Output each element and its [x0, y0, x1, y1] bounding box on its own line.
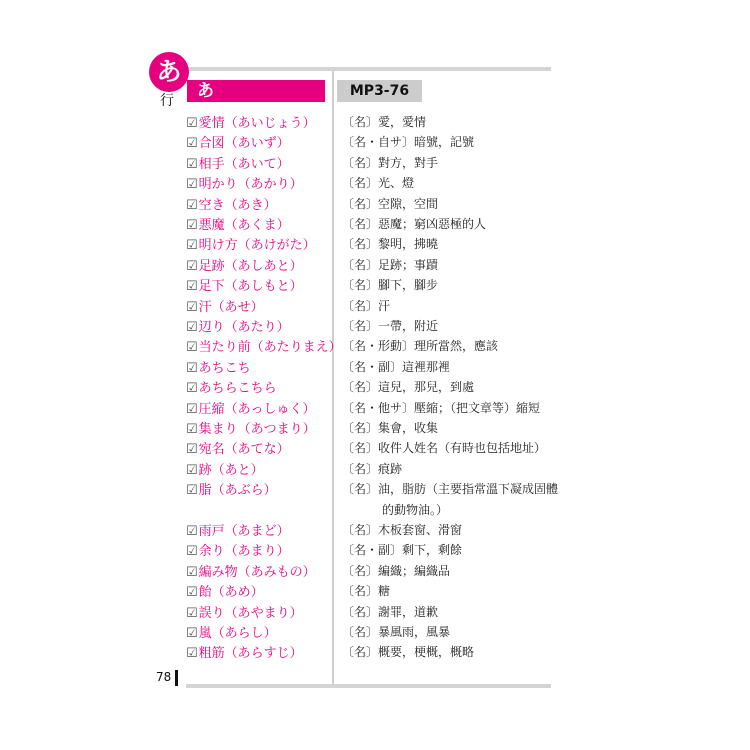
vocab-term: 当たり前（あたりまえ）: [198, 340, 342, 356]
vocab-term: 足下（あしもと）: [198, 279, 303, 295]
vocab-term: 余り（あまり）: [198, 544, 290, 560]
page-number: 78: [156, 670, 172, 684]
vocab-definition: 〔名・副〕剩下，剩餘: [342, 543, 463, 558]
vocab-definition: 〔名〕足跡；事蹟: [342, 257, 439, 272]
checkbox-icon[interactable]: ☑: [186, 564, 198, 580]
section-header: あ: [187, 80, 325, 102]
vocab-definition: 〔名〕一帶，附近: [342, 319, 439, 333]
vocab-term: 嵐（あらし）: [198, 626, 277, 641]
vocab-term: 合図（あいず）: [198, 136, 290, 152]
vocab-term: 集まり（あつまり）: [198, 422, 316, 437]
vocab-entry: [186, 173, 303, 193]
vocab-entry: [186, 255, 303, 275]
vocab-entry: [186, 275, 303, 295]
vocab-term: 誤り（あやまり）: [198, 605, 303, 621]
checkbox-icon[interactable]: ☑: [186, 524, 198, 539]
vocab-entry: [186, 234, 316, 254]
vocab-definition: 〔名〕油，脂肪（主要指常溫下凝成固體: [342, 482, 559, 497]
vocab-entry: [186, 438, 290, 458]
vocab-definition: 〔名〕空隙，空間: [342, 196, 439, 211]
vocab-term: 汗（あせ）: [198, 299, 264, 315]
vocab-entry: [186, 520, 290, 540]
vocab-definition: 〔名〕黎明，拂曉: [342, 237, 439, 252]
vocab-definition: 〔名〕編織；編織品: [342, 563, 451, 578]
vocab-entry: [186, 540, 290, 560]
vocab-term: 明け方（あけがた）: [198, 238, 316, 254]
checkbox-icon[interactable]: ☑: [186, 197, 198, 213]
vocab-term: 跡（あと）: [198, 462, 264, 478]
checkbox-icon[interactable]: ☑: [186, 360, 198, 376]
vocab-entry: [186, 479, 277, 499]
vocab-term: 悪魔（あくま）: [198, 218, 290, 233]
vocab-term: 宛名（あてな）: [198, 442, 290, 458]
vocab-entry: [186, 296, 264, 316]
vocab-definition: 〔名・自サ〕暗號，記號: [342, 135, 475, 150]
vocab-term: 圧縮（あっしゅく）: [198, 401, 316, 417]
vocab-entry: [186, 622, 277, 642]
vocab-entry: [186, 336, 342, 356]
vocab-term: 足跡（あしあと）: [198, 258, 303, 274]
checkbox-icon[interactable]: ☑: [186, 258, 198, 274]
checkbox-icon[interactable]: ☑: [186, 422, 198, 437]
checkbox-icon[interactable]: ☑: [186, 279, 198, 295]
vocab-entry: [186, 561, 316, 581]
vocab-definition: 〔名〕愛，愛情: [342, 115, 427, 129]
checkbox-icon[interactable]: ☑: [186, 544, 198, 560]
vocab-definition: 〔名〕對方，對手: [342, 155, 439, 170]
vocab-term: あちこち: [198, 360, 251, 376]
checkbox-icon[interactable]: ☑: [186, 381, 198, 397]
vocab-entry: [186, 153, 290, 173]
vocab-term: 雨戸（あまど）: [198, 524, 290, 539]
vocab-definition: 〔名〕光、燈: [342, 176, 415, 191]
vocab-term: 飴（あめ）: [198, 585, 264, 601]
checkbox-icon[interactable]: ☑: [186, 238, 198, 254]
vocab-definition: 〔名・他サ〕壓縮；（把文章等）縮短: [342, 400, 541, 415]
vocab-entry: [186, 602, 303, 622]
vocab-definition-continued: 的動物油。）: [382, 502, 449, 517]
audio-track-label[interactable]: MP3-76: [337, 80, 422, 102]
vocab-definition: 〔名〕木板套窗、滑窗: [342, 523, 463, 537]
vocab-definition: 〔名〕收件人姓名（有時也包括地址）: [342, 441, 547, 456]
vocab-entry: [186, 459, 264, 479]
kana-row-label: 行: [160, 93, 174, 109]
vocab-definition: 〔名〕暴風雨，風暴: [342, 625, 451, 639]
bottom-rule: [186, 684, 551, 688]
vocab-entry: [186, 377, 277, 397]
vocab-entry: [186, 418, 316, 438]
vocab-definition: 〔名〕謝罪，道歉: [342, 604, 439, 619]
vocab-definition: 〔名〕惡魔；窮凶惡極的人: [342, 217, 487, 231]
top-rule: [186, 67, 551, 71]
vocab-definition: 〔名〕集會，收集: [342, 421, 439, 435]
checkbox-icon[interactable]: ☑: [186, 116, 198, 131]
vocab-entry: [186, 112, 316, 132]
vocab-term: 明かり（あかり）: [198, 177, 303, 193]
vocab-entry: [186, 316, 290, 336]
vocab-definition: 〔名〕這兒，那兒，到處: [342, 380, 475, 395]
vocab-entry: [186, 132, 290, 152]
vocab-definition: 〔名・副〕這裡那裡: [342, 359, 451, 374]
vocab-definition: 〔名〕汗: [342, 298, 391, 313]
vocab-term: 辺り（あたり）: [198, 320, 290, 335]
checkbox-icon[interactable]: ☑: [186, 646, 198, 662]
checkbox-icon[interactable]: ☑: [186, 605, 198, 621]
checkbox-icon[interactable]: ☑: [186, 299, 198, 315]
vocab-definition: 〔名〕痕跡: [342, 461, 403, 476]
vocab-definition: 〔名〕糖: [342, 584, 391, 599]
vocab-term: 編み物（あみもの）: [198, 564, 316, 580]
vocab-term: あちらこちら: [198, 381, 277, 397]
checkbox-icon[interactable]: ☑: [186, 626, 198, 641]
vocab-term: 粗筋（あらすじ）: [198, 646, 303, 662]
checkbox-icon[interactable]: ☑: [186, 483, 198, 499]
vocab-definition: 〔名〕腳下，腳步: [342, 278, 439, 293]
checkbox-icon[interactable]: ☑: [186, 585, 198, 601]
vocab-definition: 〔名〕概要，梗概，概略: [342, 645, 475, 660]
vocab-term: 空き（あき）: [198, 197, 277, 213]
checkbox-icon[interactable]: ☑: [186, 136, 198, 152]
checkbox-icon[interactable]: ☑: [186, 177, 198, 193]
vocab-definition: 〔名・形動〕理所當然，應該: [342, 339, 499, 354]
checkbox-icon[interactable]: ☑: [186, 462, 198, 478]
vocab-entry: [186, 214, 290, 234]
checkbox-icon[interactable]: ☑: [186, 320, 198, 335]
checkbox-icon[interactable]: ☑: [186, 340, 198, 356]
checkbox-icon[interactable]: ☑: [186, 218, 198, 233]
page-number-marker: [175, 670, 178, 686]
vocab-entry: [186, 194, 277, 214]
checkbox-icon[interactable]: ☑: [186, 156, 198, 172]
vocab-term: 愛情（あいじょう）: [198, 116, 316, 131]
checkbox-icon[interactable]: ☑: [186, 401, 198, 417]
vocab-term: 相手（あいて）: [198, 156, 290, 172]
checkbox-icon[interactable]: ☑: [186, 442, 198, 458]
vocab-term: 脂（あぶら）: [198, 483, 277, 499]
kana-section-badge: あ: [149, 52, 189, 92]
vocab-entry: [186, 642, 303, 662]
vocab-entry: [186, 581, 264, 601]
vocab-entry: [186, 398, 316, 418]
vocab-entry: [186, 357, 251, 377]
column-divider: [332, 71, 334, 684]
